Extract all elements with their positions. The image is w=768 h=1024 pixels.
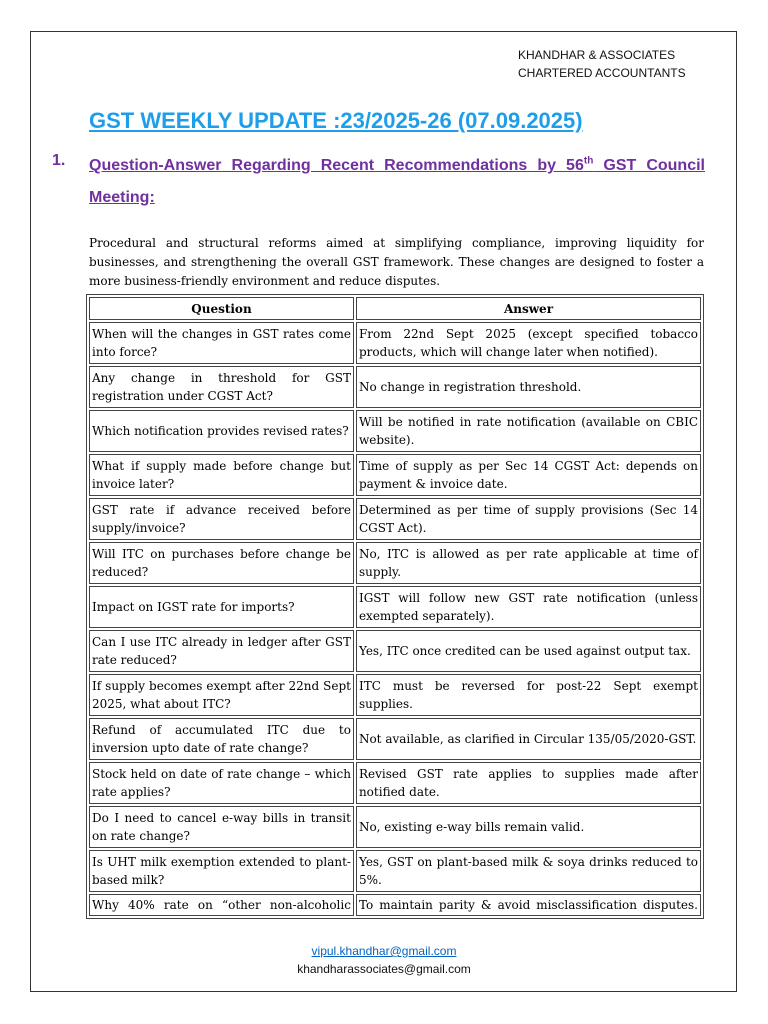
question-cell: Will ITC on purchases before change be reduced? (89, 542, 354, 584)
answer-cell: IGST will follow new GST rate notification (unless exempted separately). (356, 586, 701, 628)
firm-header (518, 46, 686, 82)
question-cell: What if supply made before change but invoice later? (89, 454, 354, 496)
question-cell: When will the changes in GST rates come into force? (89, 322, 354, 364)
answer-cell: Time of supply as per Sec 14 CGST Act: depends on payment & invoice date. (356, 454, 701, 496)
answer-cell: To maintain parity & avoid misclassification disputes. (356, 894, 701, 916)
section-heading (89, 150, 705, 214)
secondary-email: khandharassociates@gmail.com (297, 962, 471, 976)
primary-email-link[interactable]: vipul.khandhar@gmail.com (311, 944, 457, 958)
question-cell: Can I use ITC already in ledger after GST rate reduced? (89, 630, 354, 672)
table-row (89, 322, 701, 364)
question-cell: Which notification provides revised rates? (89, 410, 354, 452)
answer-cell: Yes, ITC once credited can be used against output tax. (356, 630, 701, 672)
firm-name: KHANDHAR & ASSOCIATES (518, 48, 676, 62)
question-cell: Impact on IGST rate for imports? (89, 586, 354, 628)
answer-cell: From 22nd Sept 2025 (except specified tobacco products, which will change later when notified). (356, 322, 701, 364)
question-cell: Stock held on date of rate change – which rate applies? (89, 762, 354, 804)
section-heading-part2: GST Council Meeting: (89, 157, 705, 206)
table-row (89, 366, 701, 408)
answer-cell: No change in registration threshold. (356, 366, 701, 408)
firm-designation: CHARTERED ACCOUNTANTS (518, 66, 686, 80)
document-title: GST WEEKLY UPDATE :23/2025-26 (07.09.2025) (89, 108, 583, 133)
answer-cell: Not available, as clarified in Circular 135/05/2020-GST. (356, 718, 701, 760)
question-cell: GST rate if advance received before supply/invoice? (89, 498, 354, 540)
question-column-header: Question (89, 297, 354, 320)
table-row (89, 586, 701, 628)
section-number: 1. (52, 152, 66, 169)
question-cell: Is UHT milk exemption extended to plant-based milk? (89, 850, 354, 892)
answer-cell: ITC must be reversed for post-22 Sept exempt supplies. (356, 674, 701, 716)
question-cell: Do I need to cancel e-way bills in transit on rate change? (89, 806, 354, 848)
table-row (89, 806, 701, 848)
table-row (89, 850, 701, 892)
table-row (89, 630, 701, 672)
qa-table (86, 294, 704, 919)
table-header-row (89, 297, 701, 320)
table-row (89, 762, 701, 804)
question-cell: If supply becomes exempt after 22nd Sept 2025, what about ITC? (89, 674, 354, 716)
answer-cell: No, ITC is allowed as per rate applicable at time of supply. (356, 542, 701, 584)
table-row (89, 674, 701, 716)
table-row (89, 894, 701, 916)
question-cell: Any change in threshold for GST registration under CGST Act? (89, 366, 354, 408)
answer-cell: No, existing e-way bills remain valid. (356, 806, 701, 848)
answer-cell: Yes, GST on plant-based milk & soya drinks reduced to 5%. (356, 850, 701, 892)
answer-column-header: Answer (356, 297, 701, 320)
table-row (89, 454, 701, 496)
section-heading-superscript: th (583, 155, 594, 167)
table-row (89, 498, 701, 540)
table-row (89, 718, 701, 760)
answer-cell: Revised GST rate applies to supplies made after notified date. (356, 762, 701, 804)
question-cell: Refund of accumulated ITC due to inversion upto date of rate change? (89, 718, 354, 760)
question-cell: Why 40% rate on “other non-alcoholic (89, 894, 354, 916)
table-row (89, 410, 701, 452)
answer-cell: Will be notified in rate notification (available on CBIC website). (356, 410, 701, 452)
table-row (89, 542, 701, 584)
section-heading-part1: Question-Answer Regarding Recent Recommendations by 56 (89, 157, 584, 174)
answer-cell: Determined as per time of supply provisions (Sec 14 CGST Act). (356, 498, 701, 540)
intro-paragraph: Procedural and structural reforms aimed at simplifying compliance, improving liquidity for businesses, and strengthening the overall GST framework. These changes are designed to foster a more business-friendly environment and reduce disputes. (89, 236, 704, 288)
